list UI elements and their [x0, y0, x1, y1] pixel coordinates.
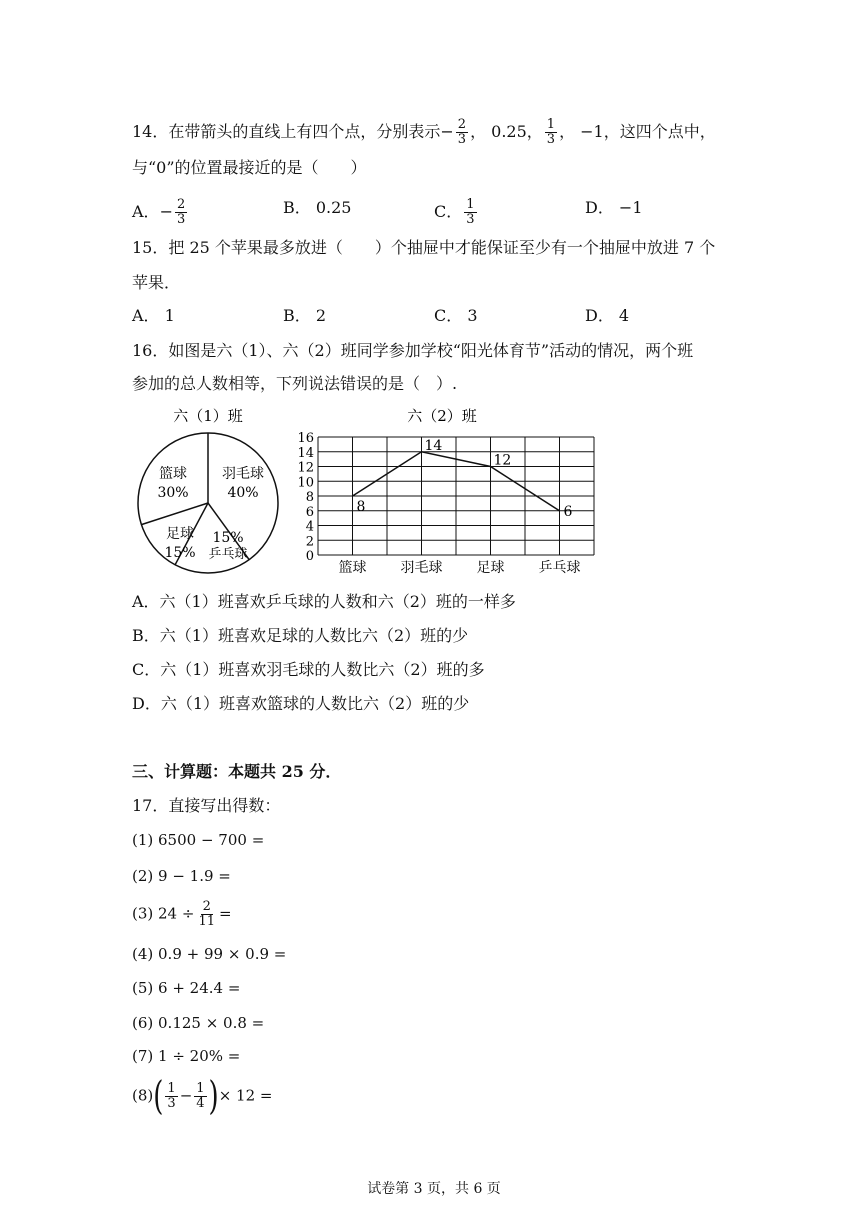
q15-option-b: B． 2	[283, 306, 327, 325]
pie-label-category-2: 乒乓球	[208, 547, 248, 562]
page-footer: 试卷第 3 页，共 6 页	[367, 1181, 501, 1197]
pie-label-category-1: 羽毛球	[222, 466, 264, 482]
y-tick-label-2: 4	[305, 519, 314, 535]
y-tick-label-5: 10	[297, 475, 314, 491]
y-tick-label-4: 8	[305, 490, 314, 505]
calc-item-3: (3) 24 ÷ $\frac{2}{11}$ =	[132, 899, 232, 929]
data-label-2: 14	[424, 437, 443, 454]
q14-line1	[132, 118, 716, 147]
y-tick-label-0: 0	[305, 549, 314, 564]
calc-item-7: (7) 1 ÷ 20% =	[132, 1047, 241, 1065]
q14-option-d: D． −1	[585, 198, 643, 217]
calc-item-2: (2) 9 − 1.9 =	[132, 867, 231, 885]
q14-text-a: 14．在带箭头的直线上有四个点，分别表示	[132, 122, 441, 141]
q14-neg-sign: −	[440, 122, 454, 141]
q14-fraction-one-third: $\frac{1}{3}$	[546, 117, 556, 147]
data-label-4: 6	[563, 503, 573, 520]
line-chart	[292, 404, 602, 580]
data-label-3: 12	[493, 452, 512, 469]
calc-item-1: (1) 6500 − 700 =	[132, 831, 265, 849]
q14-fraction-two-thirds: $\frac{2}{3}$	[457, 117, 467, 147]
q14-text-b: ， −1，这四个点中，	[559, 122, 716, 141]
y-tick-label-1: 2	[305, 534, 314, 550]
q15-line2: 苹果．	[132, 273, 181, 292]
q15-line1: 15．把 25 个苹果最多放进（ ）个抽屉中才能保证至少有一个抽屉中放进 7 个	[132, 238, 716, 257]
data-label-1: 8	[356, 499, 366, 515]
q17-prompt: 17．直接写出得数：	[132, 796, 281, 815]
line-chart-title: 六（2）班	[407, 407, 477, 425]
q14-line2: 与“0”的位置最接近的是（ ）	[132, 158, 367, 177]
q16-option-a: A．六（1）班喜欢乒乓球的人数和六（2）班的一样多	[132, 592, 516, 611]
pie-chart	[130, 404, 290, 580]
y-tick-label-6: 12	[297, 460, 314, 476]
q14-option-a: A．− $\frac{2}{3}$	[132, 197, 186, 227]
q14-option-b: B． 0.25	[283, 198, 352, 217]
y-tick-label-3: 6	[305, 504, 314, 520]
pie-label-percent-3: 15%	[164, 545, 196, 561]
section-3-heading: 三、计算题：本题共 25 分．	[132, 762, 342, 781]
q15-option-a: A． 1	[132, 306, 175, 325]
calc-item-6: (6) 0.125 × 0.8 =	[132, 1014, 265, 1032]
pie-chart-title: 六（1）班	[173, 407, 243, 425]
pie-label-percent-1: 40%	[227, 485, 259, 501]
x-tick-label-3: 足球	[476, 560, 505, 576]
pie-label-percent-4: 30%	[157, 485, 189, 501]
calc-item-4: (4) 0.9 + 99 × 0.9 =	[132, 945, 287, 963]
pie-label-percent-2: 15%	[212, 530, 244, 546]
pie-label-category-4: 篮球	[159, 466, 187, 482]
q15-option-d: D． 4	[585, 306, 630, 325]
y-tick-label-8: 16	[297, 431, 314, 446]
q16-line2: 参加的总人数相等，下列说法错误的是（ ）.	[132, 374, 458, 393]
x-tick-label-2: 羽毛球	[400, 560, 443, 576]
x-tick-label-4: 乒乓球	[538, 560, 581, 576]
calc-item-8: (8)( $\frac{1}{3}$ − $\frac{1}{4}$ )× 12 =	[132, 1074, 273, 1119]
y-tick-label-7: 14	[297, 445, 314, 461]
x-tick-label-1: 篮球	[338, 560, 367, 576]
q16-option-c: C．六（1）班喜欢羽毛球的人数比六（2）班的多	[132, 660, 485, 679]
pie-label-category-3: 足球	[166, 526, 194, 542]
q16-option-d: D．六（1）班喜欢篮球的人数比六（2）班的少	[132, 694, 470, 713]
q14-text-mid: ， 0.25，	[470, 122, 543, 141]
q14-option-c: C． $\frac{1}{3}$	[434, 197, 475, 227]
q16-option-b: B．六（1）班喜欢足球的人数比六（2）班的少	[132, 626, 469, 645]
q16-line1: 16．如图是六（1）、六（2）班同学参加学校“阳光体育节”活动的情况，两个班	[132, 341, 694, 360]
q15-option-c: C． 3	[434, 306, 478, 325]
calc-item-5: (5) 6 + 24.4 =	[132, 979, 241, 997]
